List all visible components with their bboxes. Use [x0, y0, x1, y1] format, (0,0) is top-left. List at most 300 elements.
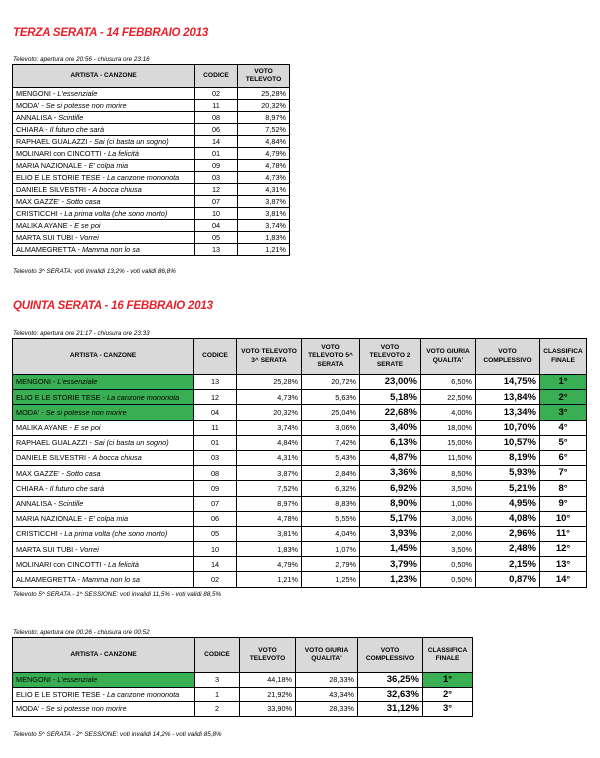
televoto-5-cell: 7,42% — [302, 435, 360, 450]
artist-name: MARTA SUI TUBI — [16, 544, 74, 554]
televoto-5-cell: 6,32% — [302, 481, 360, 496]
artist-name: ELIO E LE STORIE TESE — [16, 392, 101, 402]
complessivo-cell: 5,21% — [476, 481, 540, 496]
televoto-cell: 3,87% — [238, 196, 290, 208]
televoto-5-cell: 8,83% — [302, 496, 360, 511]
code-cell: 07 — [194, 496, 237, 511]
artist-song-cell — [13, 435, 194, 450]
s3-televoto-times: Televoto: apertura ore 20:56 - chiusura ore 23:16 — [13, 56, 150, 63]
televoto-5-cell: 5,63% — [302, 390, 360, 405]
code-cell: 11 — [195, 100, 238, 112]
artist-name: MALIKA AYANE — [16, 220, 68, 230]
separator: - — [87, 438, 95, 448]
complessivo-cell: 2,48% — [476, 542, 540, 557]
complessivo-cell: 10,57% — [476, 435, 540, 450]
televoto-2-serate-cell: 8,90% — [360, 496, 421, 511]
artist-song-cell — [13, 511, 194, 526]
complessivo-cell: 8,19% — [476, 450, 540, 465]
table-row — [13, 702, 473, 717]
giuria-cell: 3,50% — [421, 542, 476, 557]
artist-name: MODA' — [16, 100, 40, 110]
song-title: E' colpa mia — [88, 514, 129, 524]
rank-cell: 14° — [540, 572, 587, 587]
song-title: Sotto casa — [66, 196, 101, 206]
rank-cell: 7° — [540, 466, 587, 481]
s3-header-code: CODICE — [195, 65, 238, 88]
song-title: Se si potesse non morire — [45, 407, 127, 417]
song-title: Scintille — [58, 112, 84, 122]
rank-cell: 4° — [540, 420, 587, 435]
artist-name: DANIELE SILVESTRI — [16, 184, 87, 194]
separator: - — [86, 184, 93, 194]
s5-title: QUINTA SERATA - 16 FEBBRAIO 2013 — [13, 300, 213, 312]
table-row — [13, 100, 290, 112]
televoto-2-serate-cell: 23,00% — [360, 375, 421, 390]
separator: - — [39, 407, 46, 417]
televoto-2-serate-cell: 22,68% — [360, 405, 421, 420]
code-cell: 03 — [194, 450, 237, 465]
s3-header-artist: ARTISTA - CANZONE — [13, 65, 195, 88]
giuria-cell: 2,00% — [421, 526, 476, 541]
artist-name: ELIO E LE STORIE TESE — [16, 172, 101, 182]
separator: - — [59, 196, 67, 206]
artist-name: ELIO E LE STORIE TESE — [16, 689, 101, 699]
final-header-giuria: VOTO GIURIA QUALITA' — [296, 638, 358, 673]
rank-cell: 2° — [423, 687, 473, 702]
song-title: E se poi — [74, 220, 101, 230]
song-title: La prima volta (che sono morto) — [64, 529, 168, 539]
separator: - — [39, 100, 46, 110]
artist-song-cell — [13, 526, 194, 541]
televoto-cell: 4,84% — [238, 136, 290, 148]
artist-song-cell — [13, 673, 195, 688]
televoto-5-cell: 25,04% — [302, 405, 360, 420]
artist-song-cell — [13, 172, 195, 184]
separator: - — [100, 689, 107, 699]
code-cell: 14 — [195, 136, 238, 148]
separator: - — [51, 498, 59, 508]
complessivo-cell: 4,95% — [476, 496, 540, 511]
song-title: La felicità — [108, 148, 139, 158]
televoto-2-serate-cell: 6,92% — [360, 481, 421, 496]
giuria-cell: 6,50% — [421, 375, 476, 390]
song-title: Sai (ci basta un sogno) — [94, 438, 169, 448]
table-row — [13, 450, 587, 465]
rank-cell: 5° — [540, 435, 587, 450]
code-cell: 06 — [195, 124, 238, 136]
table-row — [13, 148, 290, 160]
song-title: L'essenziale — [57, 377, 98, 387]
separator: - — [50, 675, 58, 685]
rank-cell: 8° — [540, 481, 587, 496]
s3-header-televoto: VOTO TELEVOTO — [238, 65, 290, 88]
code-cell: 12 — [194, 390, 237, 405]
televoto-2-serate-cell: 3,40% — [360, 420, 421, 435]
separator: - — [51, 112, 59, 122]
artist-name: MODA' — [16, 704, 40, 714]
televoto-2-serate-cell: 4,87% — [360, 450, 421, 465]
separator: - — [67, 423, 75, 432]
artist-song-cell — [13, 148, 195, 160]
televoto-cell: 25,28% — [238, 88, 290, 100]
code-cell: 03 — [195, 172, 238, 184]
artist-name: MALIKA AYANE — [16, 423, 68, 432]
final-header-complessivo: VOTO COMPLESSIVO — [358, 638, 423, 673]
complessivo-cell: 2,15% — [476, 557, 540, 572]
televoto-5-cell: 5,55% — [302, 511, 360, 526]
final-header-classifica: CLASSIFICA FINALE — [423, 638, 473, 673]
televoto-cell: 3,74% — [238, 220, 290, 232]
giuria-cell: 1,00% — [421, 496, 476, 511]
televoto-cell: 1,83% — [238, 232, 290, 244]
code-cell: 08 — [195, 112, 238, 124]
giuria-cell: 28,33% — [296, 673, 358, 688]
artist-song-cell — [13, 572, 194, 587]
song-title: La canzone mononota — [107, 392, 180, 402]
televoto-3-cell: 7,52% — [237, 481, 302, 496]
table-row — [13, 420, 587, 435]
televoto-3-cell: 3,87% — [237, 466, 302, 481]
giuria-cell: 43,34% — [296, 687, 358, 702]
artist-name: MAX GAZZE' — [16, 468, 60, 478]
s5-header-complessivo: VOTO COMPLESSIVO — [476, 339, 540, 375]
song-title: Mamma non lo sa — [81, 244, 140, 254]
artist-song-cell — [13, 232, 195, 244]
artist-song-cell — [13, 375, 194, 390]
artist-song-cell — [13, 136, 195, 148]
s3-table-body — [13, 88, 290, 256]
table-row — [13, 435, 587, 450]
artist-song-cell — [13, 405, 194, 420]
code-cell: 01 — [194, 435, 237, 450]
separator: - — [101, 559, 109, 569]
rank-cell: 1° — [540, 375, 587, 390]
televoto-3-cell: 4,31% — [237, 450, 302, 465]
artist-song-cell — [13, 496, 194, 511]
table-row — [13, 557, 587, 572]
televoto-3-cell: 3,81% — [237, 526, 302, 541]
table-row — [13, 184, 290, 196]
artist-name: DANIELE SILVESTRI — [16, 453, 87, 463]
code-cell: 06 — [194, 511, 237, 526]
code-cell: 09 — [195, 160, 238, 172]
rank-cell: 11° — [540, 526, 587, 541]
artist-name: ALMAMEGRETTA — [16, 244, 76, 254]
artist-song-cell — [13, 450, 194, 465]
song-title: La canzone mononota — [107, 689, 180, 699]
separator: - — [73, 544, 80, 554]
s5-header-tele2: VOTO TELEVOTO 2 SERATE — [360, 339, 421, 375]
artist-song-cell — [13, 557, 194, 572]
televoto-cell: 4,73% — [238, 172, 290, 184]
artist-song-cell — [13, 196, 195, 208]
artist-song-cell — [13, 244, 195, 256]
artist-name: RAPHAEL GUALAZZI — [16, 136, 88, 146]
separator: - — [86, 453, 93, 463]
code-cell: 04 — [195, 220, 238, 232]
complessivo-cell: 2,96% — [476, 526, 540, 541]
s5-header-artist: ARTISTA - CANZONE — [13, 339, 194, 375]
final-header-row — [13, 638, 473, 673]
televoto-3-cell: 20,32% — [237, 405, 302, 420]
code-cell: 10 — [195, 208, 238, 220]
rank-cell: 3° — [423, 702, 473, 717]
s5-table — [12, 338, 587, 588]
artist-song-cell — [13, 466, 194, 481]
televoto-2-serate-cell: 5,18% — [360, 390, 421, 405]
giuria-cell: 8,50% — [421, 466, 476, 481]
televoto-2-serate-cell: 1,45% — [360, 542, 421, 557]
table-row — [13, 112, 290, 124]
table-row — [13, 390, 587, 405]
televoto-2-serate-cell: 3,79% — [360, 557, 421, 572]
televoto-2-serate-cell: 6,13% — [360, 435, 421, 450]
artist-song-cell — [13, 88, 195, 100]
table-row — [13, 466, 587, 481]
artist-name: CHIARA — [16, 483, 44, 493]
s5-header-tele3: VOTO TELEVOTO 3^ SERATA — [237, 339, 302, 375]
song-title: E se poi — [74, 423, 101, 432]
complessivo-cell: 13,34% — [476, 405, 540, 420]
table-row — [13, 208, 290, 220]
song-title: Vorrei — [79, 544, 99, 554]
artist-song-cell — [13, 390, 194, 405]
televoto-5-cell: 4,04% — [302, 526, 360, 541]
final-header-artist: ARTISTA - CANZONE — [13, 638, 195, 673]
rank-cell: 2° — [540, 390, 587, 405]
table-row — [13, 511, 587, 526]
code-cell: 05 — [195, 232, 238, 244]
s3-footer: Televoto 3^ SERATA: voti invalidi 13,2% - voti validi 86,8% — [13, 268, 176, 275]
artist-song-cell — [13, 481, 194, 496]
artist-song-cell — [13, 208, 195, 220]
artist-name: MOLINARI con CINCOTTI — [16, 559, 102, 569]
separator: - — [100, 392, 107, 402]
song-title: Se si potesse non morire — [45, 100, 127, 110]
televoto-2-serate-cell: 1,23% — [360, 572, 421, 587]
code-cell: 12 — [195, 184, 238, 196]
table-row — [13, 375, 587, 390]
final-header-code: CODICE — [195, 638, 240, 673]
televoto-2-serate-cell: 5,17% — [360, 511, 421, 526]
giuria-cell: 0,50% — [421, 572, 476, 587]
separator: - — [75, 574, 82, 584]
artist-name: CRISTICCHI — [16, 208, 58, 218]
code-cell: 02 — [195, 88, 238, 100]
code-cell: 04 — [194, 405, 237, 420]
giuria-cell: 3,00% — [421, 511, 476, 526]
artist-name: MAX GAZZE' — [16, 196, 60, 206]
televoto-5-cell: 2,84% — [302, 466, 360, 481]
song-title: Scintille — [58, 498, 84, 508]
artist-song-cell — [13, 542, 194, 557]
rank-cell: 12° — [540, 542, 587, 557]
televoto-2-serate-cell: 3,93% — [360, 526, 421, 541]
televoto-5-cell: 1,07% — [302, 542, 360, 557]
table-row — [13, 220, 290, 232]
rank-cell: 10° — [540, 511, 587, 526]
code-cell: 10 — [194, 542, 237, 557]
separator: - — [82, 160, 89, 170]
artist-name: ALMAMEGRETTA — [16, 574, 76, 584]
code-cell: 3 — [195, 673, 240, 688]
table-row — [13, 172, 290, 184]
giuria-cell: 11,50% — [421, 450, 476, 465]
separator: - — [43, 124, 50, 134]
artist-song-cell — [13, 702, 195, 717]
televoto-cell: 8,97% — [238, 112, 290, 124]
artist-name: CRISTICCHI — [16, 529, 58, 539]
televoto-5-cell: 20,72% — [302, 375, 360, 390]
rank-cell: 9° — [540, 496, 587, 511]
s5-header-row — [13, 339, 587, 375]
televoto-cell: 44,18% — [240, 673, 296, 688]
song-title: La felicità — [108, 559, 139, 569]
televoto-5-cell: 2,79% — [302, 557, 360, 572]
artist-song-cell — [13, 420, 194, 435]
s3-table — [12, 64, 290, 256]
artist-song-cell — [13, 687, 195, 702]
song-title: Se si potesse non morire — [45, 704, 127, 714]
code-cell: 1 — [195, 687, 240, 702]
artist-song-cell — [13, 184, 195, 196]
table-row — [13, 481, 587, 496]
giuria-cell: 15,00% — [421, 435, 476, 450]
artist-name: CHIARA — [16, 124, 44, 134]
table-row — [13, 526, 587, 541]
giuria-cell: 3,50% — [421, 481, 476, 496]
song-title: La prima volta (che sono morto) — [64, 208, 168, 218]
separator: - — [50, 377, 58, 387]
s5-header-tele5: VOTO TELEVOTO 5^ SERATA — [302, 339, 360, 375]
final-footer: Televoto 5^ SERATA - 2^ SESSIONE: voti invalidi 14,2% - voti validi 85,8% — [13, 731, 222, 738]
final-table — [12, 637, 473, 717]
table-row — [13, 572, 587, 587]
song-title: L'essenziale — [57, 675, 98, 685]
artist-song-cell — [13, 124, 195, 136]
televoto-cell: 21,92% — [240, 687, 296, 702]
separator: - — [73, 232, 80, 242]
table-row — [13, 542, 587, 557]
code-cell: 08 — [194, 466, 237, 481]
s5-table-body — [13, 375, 587, 588]
televoto-cell: 4,79% — [238, 148, 290, 160]
televoto-3-cell: 1,83% — [237, 542, 302, 557]
televoto-cell: 3,81% — [238, 208, 290, 220]
code-cell: 13 — [195, 244, 238, 256]
televoto-3-cell: 4,84% — [237, 435, 302, 450]
table-row — [13, 673, 473, 688]
artist-name: RAPHAEL GUALAZZI — [16, 438, 88, 448]
rank-cell: 13° — [540, 557, 587, 572]
separator: - — [50, 88, 58, 98]
separator: - — [57, 208, 65, 218]
artist-name: MODA' — [16, 407, 40, 417]
final-header-televoto: VOTO TELEVOTO — [240, 638, 296, 673]
artist-song-cell — [13, 112, 195, 124]
code-cell: 2 — [195, 702, 240, 717]
complessivo-cell: 36,25% — [358, 673, 423, 688]
complessivo-cell: 10,70% — [476, 420, 540, 435]
table-row — [13, 160, 290, 172]
artist-name: MARIA NAZIONALE — [16, 514, 83, 524]
rank-cell: 1° — [423, 673, 473, 688]
final-televoto-times: Televoto: apertura ore 00:26 - chiusura ore 00:52 — [13, 629, 150, 636]
table-row — [13, 232, 290, 244]
table-row — [13, 244, 290, 256]
giuria-cell: 4,00% — [421, 405, 476, 420]
televoto-5-cell: 5,43% — [302, 450, 360, 465]
artist-name: MENGONI — [16, 377, 51, 387]
complessivo-cell: 13,84% — [476, 390, 540, 405]
rank-cell: 6° — [540, 450, 587, 465]
televoto-3-cell: 4,73% — [237, 390, 302, 405]
code-cell: 11 — [194, 420, 237, 435]
table-row — [13, 496, 587, 511]
complessivo-cell: 4,08% — [476, 511, 540, 526]
artist-name: MENGONI — [16, 675, 51, 685]
complessivo-cell: 0,87% — [476, 572, 540, 587]
code-cell: 09 — [194, 481, 237, 496]
s3-title: TERZA SERATA - 14 FEBBRAIO 2013 — [13, 27, 209, 39]
separator: - — [67, 220, 75, 230]
televoto-3-cell: 4,79% — [237, 557, 302, 572]
code-cell: 01 — [195, 148, 238, 160]
televoto-cell: 4,78% — [238, 160, 290, 172]
table-row — [13, 136, 290, 148]
giuria-cell: 28,33% — [296, 702, 358, 717]
artist-song-cell — [13, 220, 195, 232]
song-title: Mamma non lo sa — [81, 574, 140, 584]
artist-song-cell — [13, 160, 195, 172]
song-title: A bocca chiusa — [92, 184, 142, 194]
separator: - — [75, 244, 82, 254]
artist-name: ANNALISA — [16, 498, 52, 508]
artist-name: MARIA NAZIONALE — [16, 160, 83, 170]
televoto-cell: 33,90% — [240, 702, 296, 717]
separator: - — [43, 483, 50, 493]
separator: - — [39, 704, 46, 714]
separator: - — [100, 172, 107, 182]
televoto-cell: 7,52% — [238, 124, 290, 136]
song-title: La canzone mononota — [107, 172, 180, 182]
s3-header-row — [13, 65, 290, 88]
code-cell: 13 — [194, 375, 237, 390]
separator: - — [57, 529, 65, 539]
code-cell: 14 — [194, 557, 237, 572]
complessivo-cell: 14,75% — [476, 375, 540, 390]
artist-name: MARTA SUI TUBI — [16, 232, 74, 242]
complessivo-cell: 31,12% — [358, 702, 423, 717]
televoto-3-cell: 25,28% — [237, 375, 302, 390]
song-title: E' colpa mia — [88, 160, 129, 170]
televoto-2-serate-cell: 3,36% — [360, 466, 421, 481]
table-row — [13, 687, 473, 702]
complessivo-cell: 5,93% — [476, 466, 540, 481]
song-title: A bocca chiusa — [92, 453, 142, 463]
final-table-body — [13, 673, 473, 717]
televoto-5-cell: 1,25% — [302, 572, 360, 587]
song-title: Sotto casa — [66, 468, 101, 478]
giuria-cell: 0,50% — [421, 557, 476, 572]
televoto-cell: 1,21% — [238, 244, 290, 256]
televoto-3-cell: 1,21% — [237, 572, 302, 587]
code-cell: 07 — [195, 196, 238, 208]
artist-name: ANNALISA — [16, 112, 52, 122]
giuria-cell: 22,50% — [421, 390, 476, 405]
separator: - — [59, 468, 67, 478]
s5-header-code: CODICE — [194, 339, 237, 375]
